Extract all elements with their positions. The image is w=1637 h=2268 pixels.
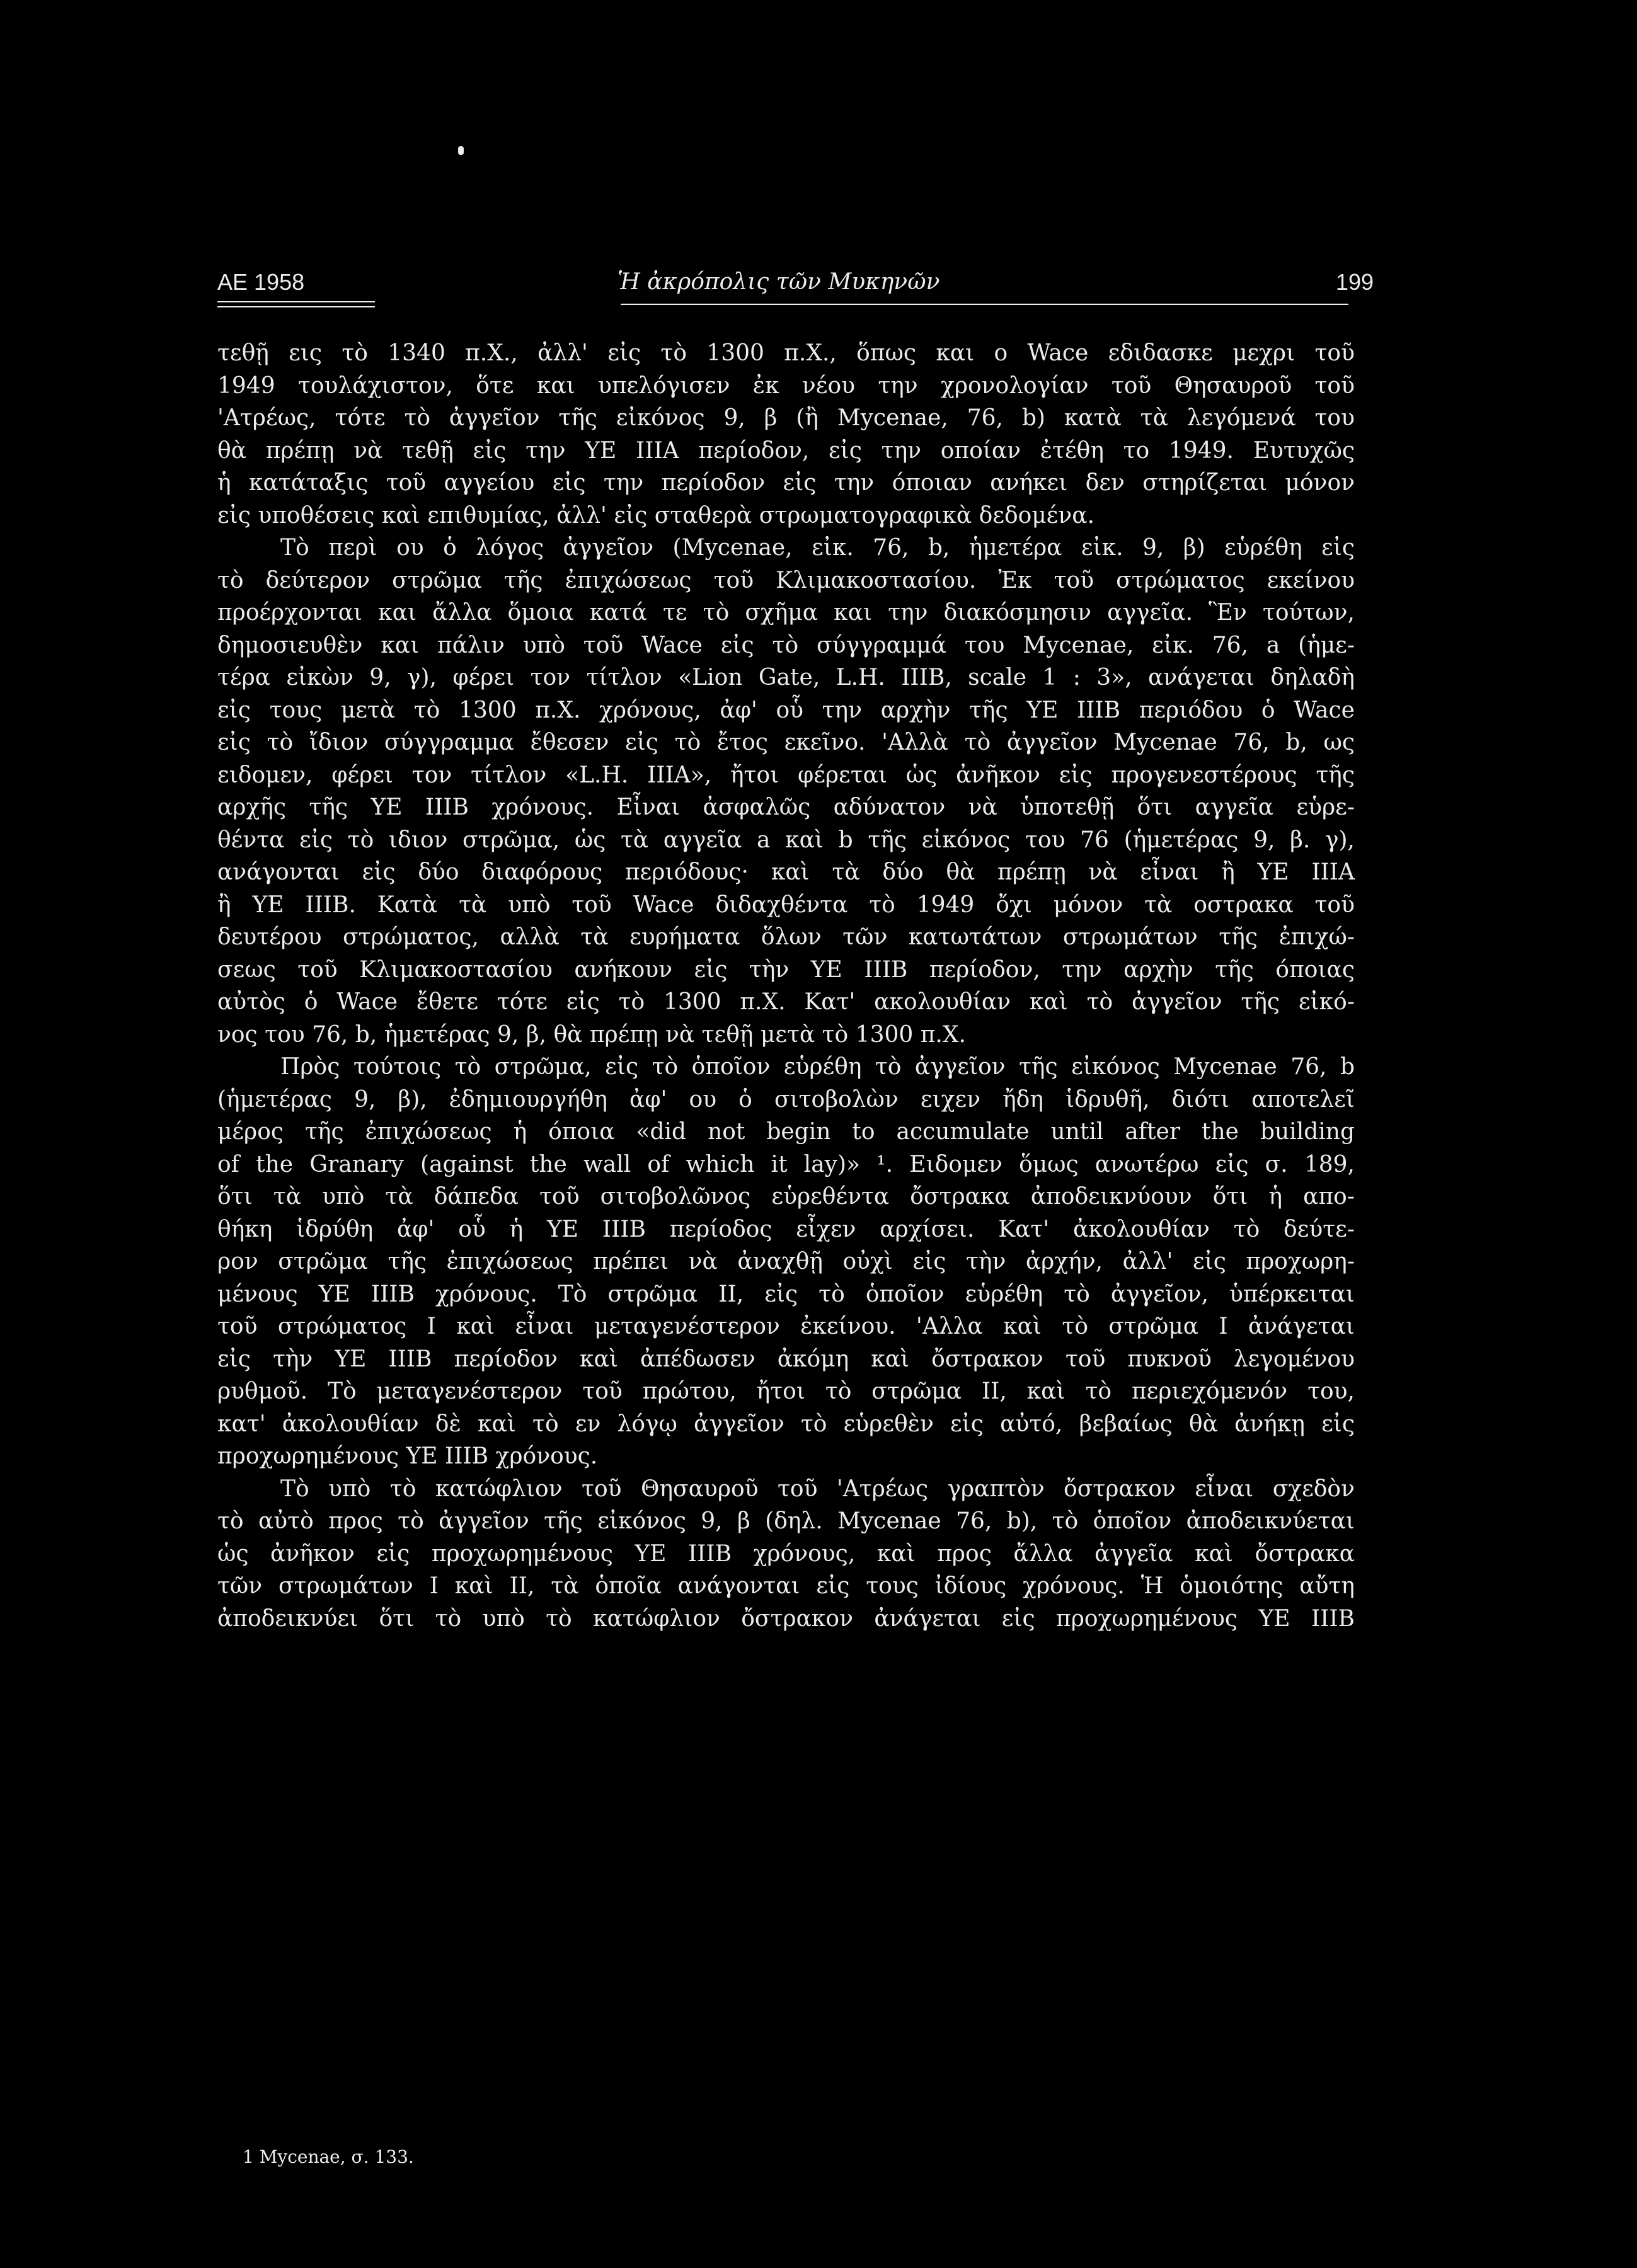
text-line: ανάγονται εἰς δύο διαφόρους περιόδους· καὶ τὰ δύο θὰ πρέπῃ νὰ εἶναι ἢ ΥΕ ΙΙΙΑ [217,859,1355,885]
text-line: τὸ αὐτὸ προς τὸ ἀγγεῖον τῆς εἰκόνος 9, β (δηλ. Mycenae 76, b), τὸ ὁποῖον ἀποδεικνύεται [217,1508,1355,1534]
header-rule-right [621,304,1348,305]
ink-speck [458,146,464,155]
text-line: 1949 τουλάχιστον, ὅτε και υπελόγισεν ἐκ νέου την χρονολογίαν τοῦ Θησαυροῦ τοῦ [217,372,1355,399]
text-line: τὸ δεύτερον στρῶμα τῆς ἐπιχώσεως τοῦ Κλιμακοστασίου. Ἐκ τοῦ στρώματος εκείνου [217,567,1355,593]
text-line: νος του 76, b, ἡμετέρας 9, β, θὰ πρέπῃ νὰ τεθῇ μετὰ τὸ 1300 π.Χ. [217,1021,966,1048]
footnote: 1 Mycenae, σ. 133. [243,2146,414,2167]
text-line: ὡς ἀνῆκον εἰς προχωρημένους ΥΕ ΙΙΙΒ χρόνους, καὶ προς ἄλλα ἀγγεῖα καὶ ὄστρακα [217,1540,1355,1567]
text-line: εἰς τὸ ἴδιον σύγγραμμα ἔθεσεν εἰς τὸ ἔτος εκεῖνο. 'Αλλὰ τὸ ἀγγεῖον Mycenae 76, b, ως [217,730,1355,755]
text-line: θήκη ἱδρύθη ἀφ' οὗ ἡ ΥΕ ΙΙΙΒ περίοδος εἶχεν αρχίσει. Κατ' ἀκολουθίαν τὸ δεύτε- [217,1216,1355,1242]
text-line: ἀποδεικνύει ὅτι τὸ υπὸ τὸ κατώφλιον ὄστρακον ἀνάγεται εἰς προχωρημένους ΥΕ ΙΙΙΒ [217,1605,1355,1632]
text-line: ὅτι τὰ υπὸ τὰ δάπεδα τοῦ σιτοβολῶνος εὑρεθέντα ὄστρακα ἀποδεικνύουν ὅτι ἡ απο- [217,1184,1355,1210]
text-line: μένους ΥΕ ΙΙΙΒ χρόνους. Τὸ στρῶμα ΙΙ, εἰς τὸ ὁποῖον εὑρέθη τὸ ἀγγεῖον, ὑπέρκειται [217,1281,1355,1307]
paragraph-start: Τὸ περὶ ου ὁ λόγος ἀγγεῖον (Mycenae, εἰκ. 76, b, ἡμετέρα εἰκ. 9, β) εὑρέθη εἰς [280,535,1355,561]
text-line: σεως τοῦ Κλιμακοστασίου ανήκουν εἰς τὴν ΥΕ ΙΙΙΒ περίοδον, την αρχὴν τῆς όποιας [217,956,1355,983]
text-line: ρυθμοῦ. Τὸ μεταγενέστερον τοῦ πρώτου, ἤτοι τὸ στρῶμα ΙΙ, καὶ τὸ περιεχόμενόν του, [217,1378,1355,1404]
text-line: τέρα εἰκὼν 9, γ), φέρει τον τίτλον «Lion Gate, L.H. IIIB, scale 1 : 3», ανάγεται δηλαδὴ [217,665,1355,690]
text-line: δημοσιευθὲν και πάλιν υπὸ τοῦ Wace εἰς τὸ σύγγραμμά του Mycenae, εἰκ. 76, a (ἡμε- [217,632,1355,658]
journal-abbreviation: ΑΕ 1958 [217,269,305,295]
text-line: τεθῇ εις τὸ 1340 π.Χ., ἀλλ' εἰς τὸ 1300 π.Χ., ὅπως και ο Wace εδιδασκε μεχρι τοῦ [217,340,1355,366]
text-line: εἰς τους μετὰ τὸ 1300 π.Χ. χρόνους, ἀφ' οὗ την αρχὴν τῆς ΥΕ ΙΙΙΒ περιόδου ὁ Wace [217,697,1355,723]
text-line: δευτέρου στρώματος, αλλὰ τὰ ευρήματα ὅλων τῶν κατωτάτων στρωμάτων τῆς ἐπιχώ- [217,924,1355,950]
text-line: θὰ πρέπῃ νὰ τεθῇ εἰς την ΥΕ ΙΙΙΑ περίοδον, εἰς την οποίαν ἐτέθη το 1949. Ευτυχῶς [217,437,1355,464]
text-line: ἡ κατάταξις τοῦ αγγείου εἰς την περίοδον εἰς την όποιαν ανήκει δεν στηρίζεται μόνον [217,470,1355,496]
text-line: ἢ ΥΕ ΙΙΙΒ. Κατὰ τὰ υπὸ τοῦ Wace διδαχθέντα τὸ 1949 ὄχι μόνον τὰ οστρακα τοῦ [217,891,1355,918]
text-line: αὐτὸς ὁ Wace ἔθετε τότε εἰς τὸ 1300 π.Χ. Κατ' ακολουθίαν καὶ τὸ ἀγγεῖον τῆς εἰκό- [217,989,1355,1015]
paragraph-start: Πρὸς τούτοις τὸ στρῶμα, εἰς τὸ ὁποῖον εὑρέθη τὸ ἀγγεῖον τῆς εἰκόνος Mycenae 76, b [280,1054,1355,1080]
header-rule-left-double [217,306,375,307]
text-line: 'Ατρέως, τότε τὸ ἀγγεῖον τῆς εἰκόνος 9, β (ἢ Mycenae, 76, b) κατὰ τὰ λεγόμενά του [217,405,1355,431]
paragraph-start: Τὸ υπὸ τὸ κατώφλιον τοῦ Θησαυροῦ τοῦ 'Ατρέως γραπτὸν ὄστρακον εἶναι σχεδὸν [280,1475,1355,1502]
text-line: θέντα εἰς τὸ ιδιον στρῶμα, ὡς τὰ αγγεῖα a καὶ b τῆς εἰκόνος του 76 (ἡμετέρας 9, β. γ), [217,827,1355,853]
text-line: προέρχονται και ἄλλα ὅμοια κατά τε τὸ σχῆμα και την διακόσμησιν αγγεῖα. Ἓν τούτων, [217,600,1355,626]
text-line: αρχῆς τῆς ΥΕ ΙΙΙΒ χρόνους. Εἶναι ἀσφαλῶς αδύνατον νὰ ὑποτεθῇ ὅτι αγγεῖα εὑρε- [217,794,1355,820]
text-line: τοῦ στρώματος Ι καὶ εἶναι μεταγενέστερον ἐκείνου. 'Αλλα καὶ τὸ στρῶμα Ι ἀνάγεται [217,1314,1355,1339]
text-line: κατ' ἀκολουθίαν δὲ καὶ τὸ εν λόγῳ ἀγγεῖον τὸ εὑρεθὲν εἰς αὐτό, βεβαίως θὰ ἀνήκῃ εἰς [217,1411,1355,1437]
page-header [217,268,1374,312]
page-number: 199 [1335,269,1374,295]
text-line: (ἡμετέρας 9, β), ἐδημιουργήθη ἀφ' ου ὁ σιτοβολὼν ειχεν ἤδη ἱδρυθῆ, διότι αποτελεῖ [217,1086,1355,1113]
text-line: ειδομεν, φέρει τον τίτλον «L.H. IIIA», ἤτοι φέρεται ὡς ἀνῆκον εἰς προγενεστέρους τῆς [217,762,1355,788]
text-line: ρον στρῶμα τῆς ἐπιχώσεως πρέπει νὰ ἀναχθῇ οὐχὶ εἰς τὴν ἀρχήν, ἀλλ' εἰς προχωρη- [217,1249,1355,1274]
text-line: of the Granary (against the wall of which it lay)» ¹. Ειδομεν ὅμως ανωτέρω εἰς σ. 189, [217,1151,1355,1177]
running-title: Ἡ ἀκρόπολις τῶν Μυκηνῶν [617,269,940,295]
text-line: τῶν στρωμάτων Ι καὶ ΙΙ, τὰ ὁποῖα ανάγονται εἰς τους ἰδίους χρόνους. Ἡ ὁμοιότης αὔτη [217,1573,1355,1599]
text-line: εἰς τὴν ΥΕ ΙΙΙΒ περίοδον καὶ ἀπέδωσεν ἀκόμη καὶ ὄστρακον τοῦ πυκνοῦ λεγομένου [217,1346,1355,1372]
text-line: εἰς υποθέσεις καὶ επιθυμίας, ἀλλ' εἰς σταθερὰ στρωματογραφικὰ δεδομένα. [217,502,1095,529]
text-line: προχωρημένους ΥΕ ΙΙΙΒ χρόνους. [217,1443,598,1469]
text-line: μέρος τῆς ἐπιχώσεως ἡ όποια «did not begin to accumulate until after the building [217,1119,1355,1145]
body-text [217,337,1355,1635]
header-rule-left [217,301,375,302]
